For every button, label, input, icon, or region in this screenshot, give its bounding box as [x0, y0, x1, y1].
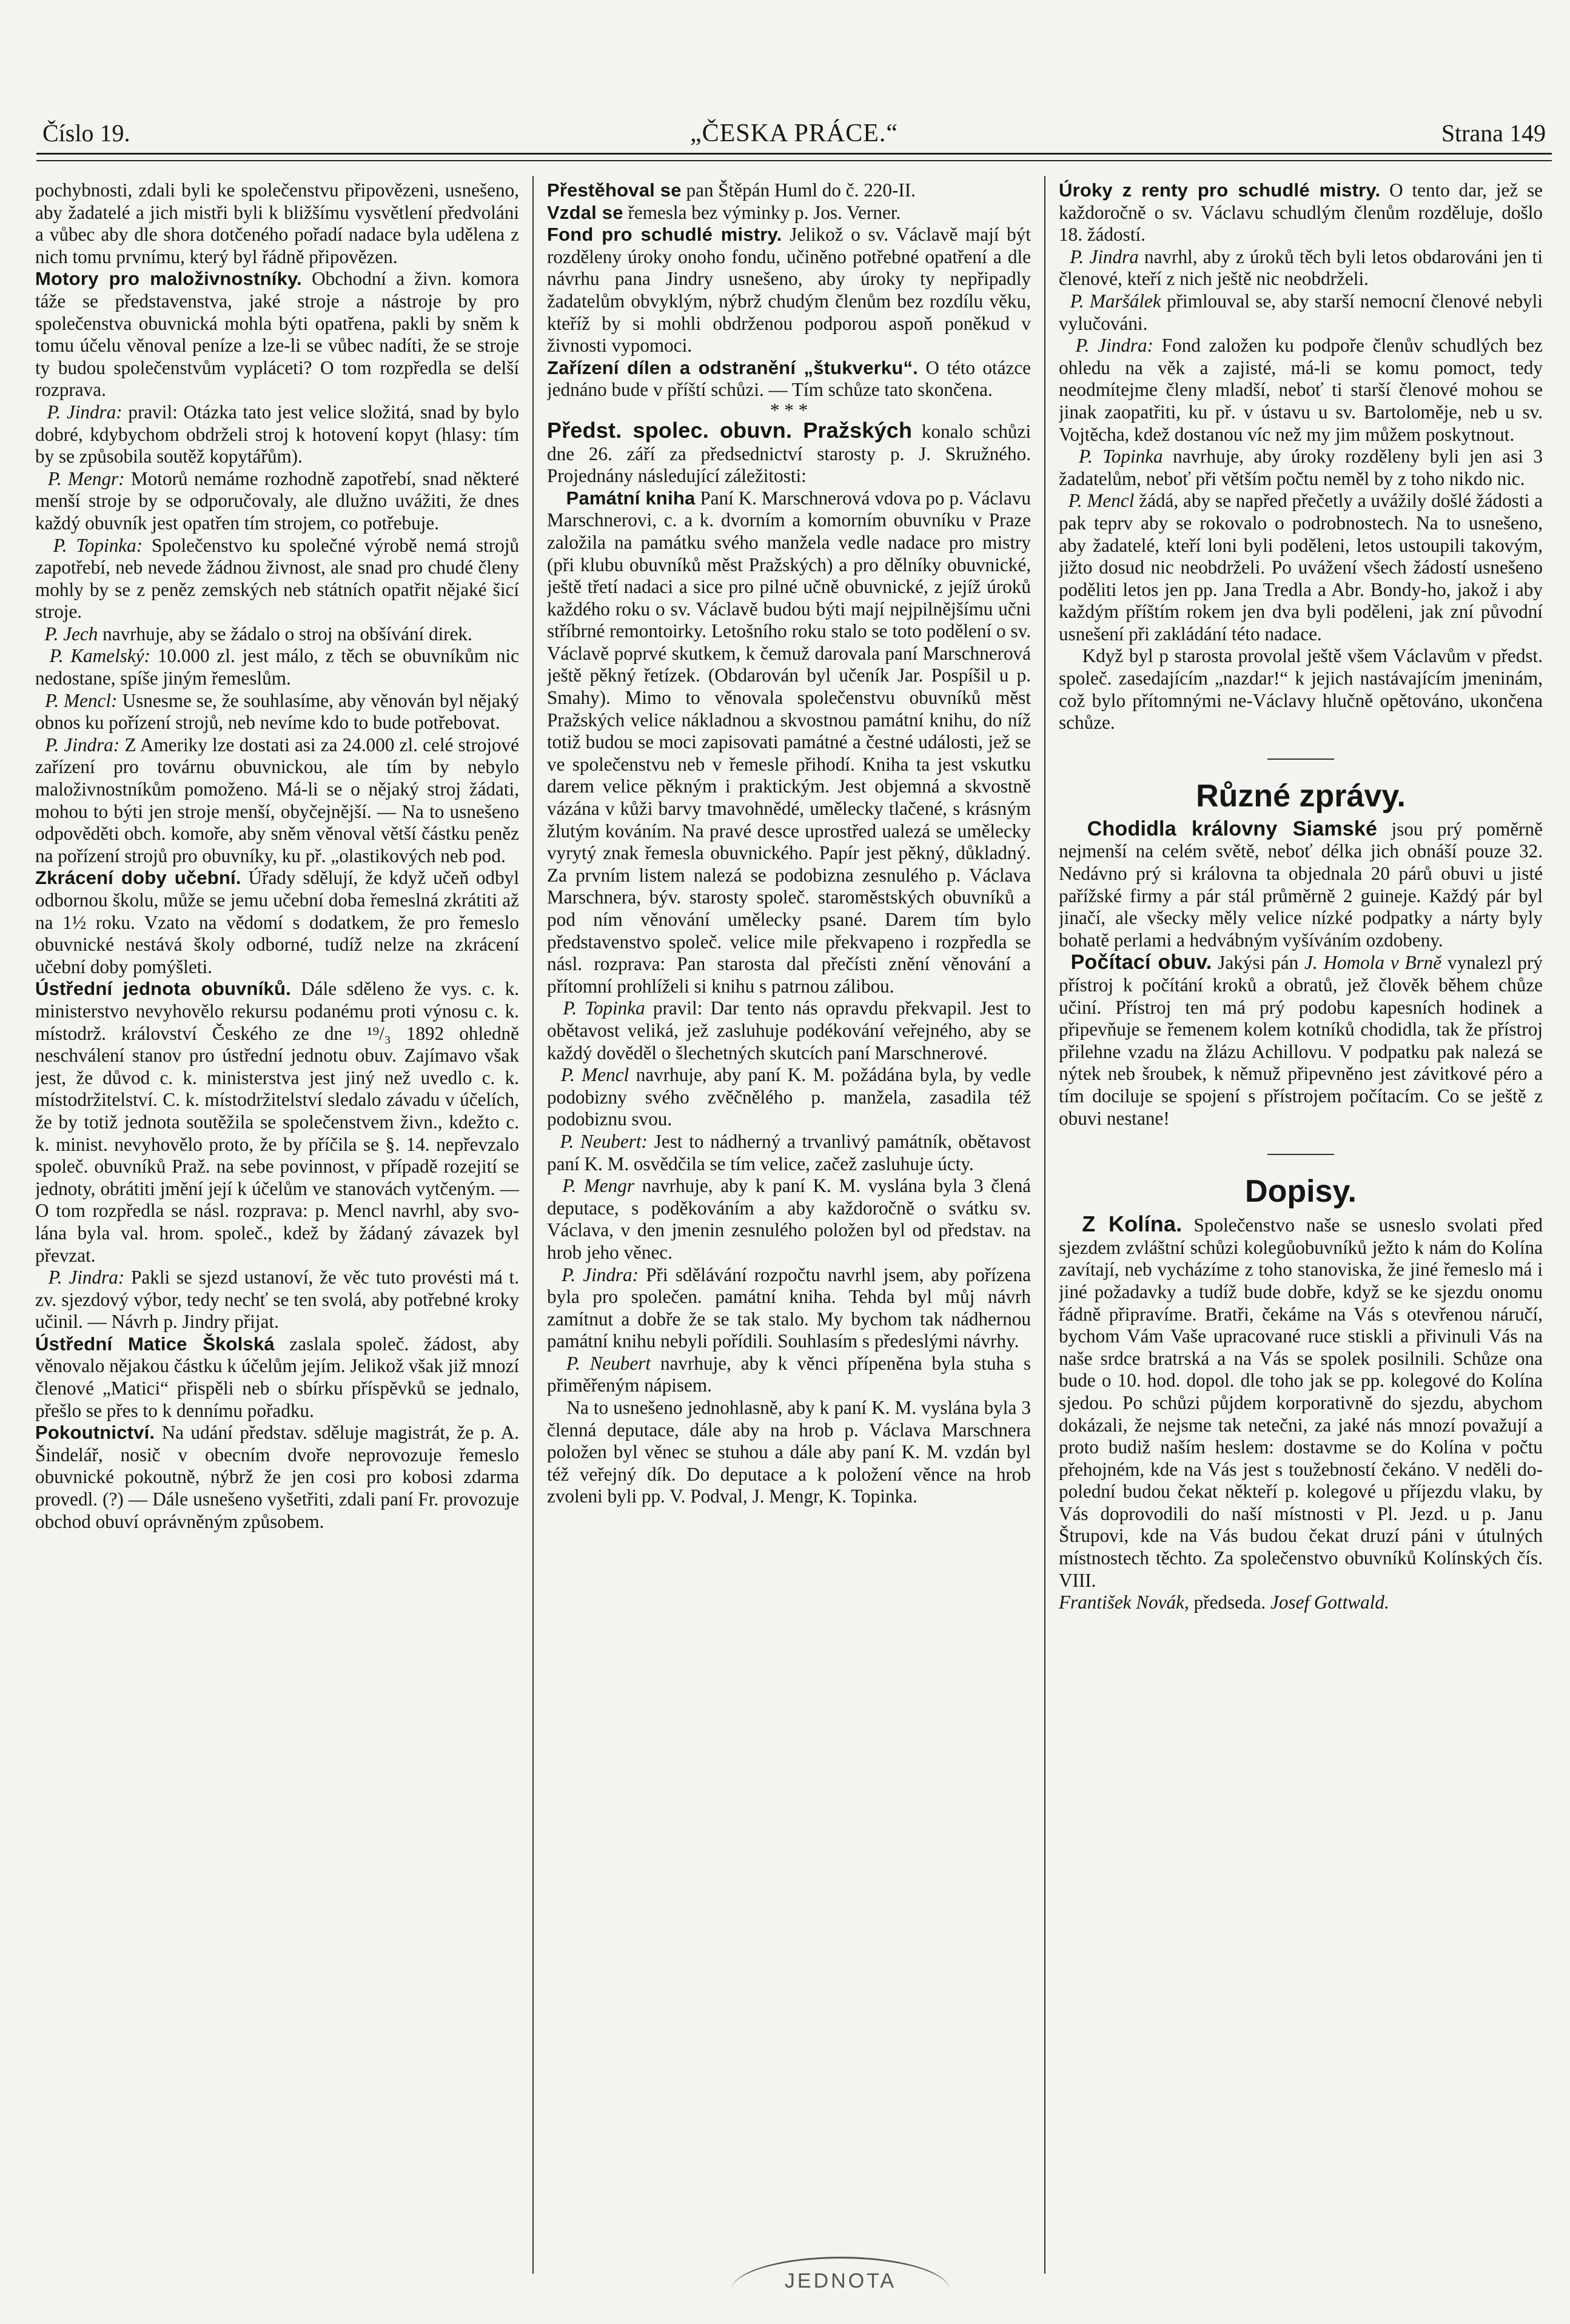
article-zkraceni: Zkrácení doby učební. Úřady sdělují, že když učeň odbyl odbornou školu, může se jemu učební doba řemeslná zkrátiti až na 1½ roku. Vzato na vědomí s dodatkem, že pro řemeslo obuvnické nestává školy odborné, tudíž nelze na zkrácení učební doby pomýšleti.: [35, 867, 519, 977]
article-heading: Zařízení dílen a odstranění „štukverku“.: [547, 357, 918, 378]
ornament-divider: [1267, 1154, 1334, 1155]
ornament-divider: [1267, 758, 1334, 760]
paragraph: P. Neubert: Jest to nádherný a trvanlivý památník, obětavost paní K. M. osvědčila se tím velice, začež zasluhuje úcty.: [547, 1130, 1031, 1174]
column-3: [1059, 179, 1543, 2265]
signature-line: František Novák, předseda. Josef Gottwald.: [1059, 1592, 1389, 1613]
article-heading: Přestěhoval se: [547, 179, 682, 201]
speaker: P. Mengr: [562, 1175, 634, 1197]
paragraph: Když byl p starosta provolal ještě všem Václavům v předst. společ. zasedajícím „nazdar!“ k jejich nastávajícím jmeninám, což bylo přítomnými ne-Václavy hlučně opětováno, ukončena schůze.: [1059, 645, 1543, 734]
section-heading: Různé zprávy.: [1196, 778, 1406, 814]
paragraph: P. Mencl žádá, aby se napřed přečetly a uvážily došlé žádosti a pak teprv aby se rokovalo o podrobnostech. Na to usnešeno, aby žadatelé, kteří loni byli poděleni, letos ustoupili takovým, jižto dosud nic neobdrželi. Po uvážení všech žádostí usnešeno poděliti letos jen pp. Jana Tredla a Abr. Bondy-ho, jakož i aby každým příštím rokem jen dva byli poděleni, jak zní původní usnešení při zakládání této nadace.: [1059, 490, 1543, 645]
speaker: P. Jindra:: [45, 734, 120, 755]
paragraph: P. Topinka pravil: Dar tento nás opravdu překvapil. Jest to obětavost veliká, jež zasluhuje podékování veřejného, aby se každý dověděl o šlechetných skutcích paní Marschnerové.: [547, 997, 1031, 1063]
article-heading: Chodidla královny Siamské: [1087, 817, 1378, 840]
newspaper-title: „ČESKA PRÁCE.“: [689, 119, 899, 147]
person-name: J. Homola v Brně: [1304, 952, 1442, 974]
article-vzdal: Vzdal se řemesla bez výminky p. Jos. Verner.: [547, 201, 901, 223]
speaker: P. Topinka: [1078, 446, 1163, 467]
speaker: P. Maršálek: [1070, 290, 1161, 312]
column-1: [35, 179, 519, 2265]
paragraph: P. Kamelský: 10.000 zl. jest málo, z těch se obuvníkům nic nedostane, spíše jiným řemeslům.: [35, 645, 519, 689]
speaker: P. Jindra: [1070, 246, 1139, 267]
signature: František Novák,: [1059, 1592, 1189, 1613]
paragraph: P. Neubert navrhuje, aby k věnci přípeněna byla stuha s přiměřeným nápisem.: [547, 1352, 1031, 1396]
article-heading: Předst. spolec. obuvn. Pražských: [547, 417, 913, 443]
article-uroky: Úroky z renty pro schudlé mistry. O tento dar, jež se každoročně o sv. Václavu schudlým členům rozděluje, došlo 18. žádostí.: [1059, 179, 1543, 246]
article-heading: Ústřední Matice Školská: [35, 1333, 275, 1355]
article-pokout: Pokoutnictví. Na udání představ. sděluje magistrát, že p. A. Šindelář, nosič v obecním dvoře neprovozuje řemeslo obuvnické pokoutně, nýbrž že jen cosi pro kobosi zdarma provedl. (?) — Dále usnešeno vyšetřiti, zdali paní Fr. provozuje obchod obuví oprávněným způsobem.: [35, 1422, 519, 1532]
paragraph: P. Jindra: Z Ameriky lze dostati asi za 24.000 zl. celé strojové zařízení pro továrnu obuvnickou, ale tím by nebylo maloživnostníkům pomoženo. Má-li se o nějaký stroj žádati, mohou to býti jen stroje menší, obyčejnější. — Na to usnešeno odpověděti obch. komoře, aby sněm věnoval větší částku peněz na pořízení strojů pro obuvníky, ku př. „olastikových neb pod.: [35, 734, 519, 866]
article-heading: Ústřední jednota obuvníků.: [35, 978, 291, 1000]
speaker: P. Mengr:: [47, 467, 125, 489]
paragraph: P. Jindra: Pakli se sjezd ustanoví, že věc tuto provésti má t. zv. sjezdový výbor, tedy nechť se ten svolá, aby potřebné kroky učinil. — Návrh p. Jindry přijat.: [35, 1267, 519, 1333]
paragraph: P. Jech navrhuje, aby se žádalo o stroj na obšívání direk.: [44, 623, 472, 645]
paragraph: P. Jindra: Při sdělávání rozpočtu navrhl jsem, aby pořízena byla pro společen. památní kniha. Tehda byl můj návrh zamítnut a dobře že se tak stalo. My bychom tak nádhernou památní knihu nebyli pořídili. Souhlasím s předeslými návrhy.: [547, 1264, 1031, 1352]
speaker: P. Jindra:: [562, 1264, 639, 1285]
section-stars: * * *: [770, 399, 808, 421]
article-motory: Motory pro maloživnostníky. Obchodní a živn. komora táže se představenstva, jaké stroje a nástroje by pro společenstva obuvnická mohla býti opatřena, pakli by sněm k tomu účelu věnoval peníze a lze-li se vůbec nadíti, že se stroje ty budou společenstvům vypláceti? O tom rozpředla se delší rozprava.: [35, 268, 519, 401]
speaker: P. Jech: [44, 623, 98, 645]
article-heading: Zkrácení doby učební.: [35, 867, 241, 889]
article-heading: Úroky z renty pro schudlé mistry.: [1059, 179, 1381, 201]
speaker: P. Topinka: [563, 997, 645, 1019]
article-heading: Vzdal se: [547, 201, 623, 223]
paragraph: pochybnosti, zdali byli ke společenstvu připovězeni, usnešeno, aby žadatelé a jich mistři byli k bližšímu vysvětlení předvoláni a vůbec aby dle shora dotčeného pořadí nadace byla udělena z nich tomu prvnímu, který byl řádně připovězen.: [35, 179, 519, 267]
column-divider: [1044, 176, 1045, 2274]
issue-number: Číslo 19.: [42, 119, 130, 147]
page-number: Strana 149: [1441, 119, 1546, 147]
paragraph: P. Topinka navrhuje, aby úroky rozděleny byli jen asi 3 žadatelům, neboť při větším počtu neměl by z toho nikdo nic.: [1059, 446, 1543, 489]
signature: Josef Gottwald.: [1270, 1592, 1389, 1613]
article-pocitaci: Počítací obuv. Jakýsi pán J. Homola v Brně vynalezl prý přístroj k počítání kroků a obratů, jež člověk během chůze učiní. Přístroj ten má prý podobu kapesních hodinek a připevňuje se řemenem kolem kotníků chodidla, tak že přístroj přilehne vzadu na žlázu Achillovu. V podpatku pak nalezá se nýtek neb šroubek, k němuž připevněno jest závitkové péro a tím dociluje se spojení s přístrojem počítacím. Co se ještě z obuvi nestane!: [1059, 951, 1543, 1129]
speaker: P. Jindra:: [48, 1267, 125, 1288]
article-prestehoval: Přestěhoval se pan Štěpán Huml do č. 220-II.: [547, 179, 916, 201]
article-matice: Ústřední Matice Školská zaslala společ. žádost, aby věnovalo nějakou částku k účelům jejím. Jelikož však již mnozí členové „Matici“ přispěli neb o sbírku příspěvků se jednalo, přešlo se přes to k dennímu pořadku.: [35, 1333, 519, 1421]
article-predst: Předst. spolec. obuvn. Pražských konalo schůzi dne 26. září za předsednictví starosty p. J. Skružného. Projednány následující záležitosti:: [547, 417, 1031, 487]
paragraph: P. Jindra: pravil: Otázka tato jest velice složitá, snad by bylo dobré, kdybychom obdrželi stroj k hotovení kopyt (hlasy: tím by se způsobila soutěž kopytářům).: [35, 401, 519, 467]
article-heading: Památní kniha: [566, 487, 696, 509]
column-divider: [532, 176, 534, 2274]
article-fond: Fond pro schudlé mistry. Jelikož o sv. Václavě mají být rozděleny úroky onoho fondu, učiněno potřebné opatření a dle návrhu pana Jindry usnešeno, aby úroky ty nepřipadly žadatelům obvyklým, nýbrž chudým členům bez rozdílu věku, kteříž by si mohli obdrženou podporou aspoň poněkud v živnosti vypomoci.: [547, 224, 1031, 357]
paragraph: Na to usnešeno jednohlasně, aby k paní K. M. vyslána byla 3 členná deputace, dále aby na hrob p. Václava Marschnera položen byl věnec se stuhou a dále aby paní K. M. vzdán byl též veřejný dík. Do deputace a k položení věnce na hrob zvoleni byli pp. V. Podval, J. Mengr, K. Topinka.: [547, 1397, 1031, 1507]
article-pamatni-kniha: Památní kniha Paní K. Marschnerová vdova po p. Václavu Marschnerovi, c. a k. dvorním a komorním obuvníku v Praze založila na památku svého manžela vedle nadace pro mistry (při klubu obuvníků měst Pražských) a pro dělníky obuvnické, ještě třetí nadaci a sice pro pilné učně obuvnické, z jejíž úroků každého roku o sv. Václavě budou býti mají nejpilnějšímu učni stříbrné remontoirky. Letošního roku stalo se toto podělení o sv. Václavě poprvé skutkem, k čemuž darovala paní Marschnerová ještě pěkný řetízek. (Obdarován byl učeník Jar. Pospíšil u p. Smahy). Mimo to věnovala společenstvu obuvníků měst Pražských velice nákladnou a skvostnou památní knihu, do níž totiž budou se moci zapisovati památné a čestné události, jež se ve společenstvu neb v řemesle přihodí. Kniha ta jest vskutku darem velice pěkným i praktickým. Jest objemná a skvostně vázána v kůži barvy tmavohnědé, umělecky tlačené, s krásným žlutým kováním. Na pravé desce uprostřed ualezá se umělecky vyrytý znak řemesla obuvnického. Papír jest pěkný, důkladný. Za prvním listem nalezá se podobizna zesnulého p. Václava Marschnera, býv. starosty společ. staroměstských obuvníků a pod ním věnování umělecky psané. Darem tím bylo představenstvo společ. velice mile překvapeno i rozpředla se násl. rozprava: Pan starosta dal přečísti znění věnování a přítomní prohlíželi si knihu s patrnou zálibou.: [547, 487, 1031, 997]
paragraph: P. Mengr: Motorů nemáme rozhodně zapotřebí, snad některé menší stroje by se odporučovaly, ale dlužno uvážiti, že dnes každý obuvník jest opatřen tím strojem, co potřebuje.: [35, 467, 519, 534]
article-heading: Motory pro maloživnostníky.: [35, 268, 302, 290]
speaker: P. Mencl: [1068, 490, 1135, 512]
article-heading: Z Kolína.: [1082, 1211, 1183, 1237]
paragraph: P. Topinka: Společenstvo ku společné výrobě nemá strojů zapotřebí, neb nevede žádnou živnost, ale snad pro chudé členy mohly by se z peněz zemských neb státních opatřit nějaké šicí stroje.: [35, 534, 519, 623]
page-header: [42, 119, 1546, 155]
article-heading: Fond pro schudlé mistry.: [547, 224, 782, 246]
column-2: [547, 179, 1031, 2265]
article-heading: Počítací obuv.: [1070, 951, 1212, 974]
speaker: P. Neubert:: [560, 1130, 648, 1152]
article-chodidla: Chodidla královny Siamské jsou prý poměrně nejmenší na celém světě, neboť délka jich obnáší pouze 32. Nedávno prý si královna ta objednala 20 párů obuvi u jisté pařížské firmy a pár stál průměrně 2 guineje. Každý pár byl jinačí, ale všecky měly velice nízké podpatky a nárty byly bohatě perlami a hedvábným vyšíváním ozdobeny.: [1059, 817, 1543, 951]
speaker: P. Mencl: [560, 1064, 629, 1086]
paragraph: P. Mencl navrhuje, aby paní K. M. požádána byla, by vedle podobizny svého zvěčnělého p. manžela, zasadila též podobiznu svou.: [547, 1064, 1031, 1130]
article-ustredni: Ústřední jednota obuvníků. Dále sděleno že vys. c. k. ministerstvo nevyhovělo rekursu podanému proti výnosu c. k. místodrž. království Českého ze dne ¹⁹/₃ 1892 ohledně neschválení stanov pro ústřední jednotu obuv. Zajímavo však jest, že důvod c. k. ministerstva jest jiný než uvedlo c. k. místodržitelství. C. k. místodržitelství sledalo závadu v účelích, že by totiž jednota soutěžila se společenstvem živn., kdežto c. k. minist. nevyhovělo proto, že by příčila se §. 14. nepřevzalo společ. obuvníků Praž. na sebe povinnost, v případě rozejití se jednoty, obrátiti jmění její k účelům ve stanovách vytčeným. — O tom rozpředla se násl. rozprava: p. Mencl navrhl, aby svolána byla val. hrom. společ., kdež by žádaný závazek byl převzat.: [35, 978, 519, 1266]
library-stamp: JEDNOTA: [731, 2257, 950, 2324]
paragraph: P. Jindra navrhl, aby z úroků těch byli letos obdarováni jen ti členové, kteří z nich ještě nic neobdrželi.: [1059, 246, 1543, 290]
header-rule: [36, 153, 1552, 155]
section-heading: Dopisy.: [1245, 1174, 1357, 1210]
speaker: P. Kamelský:: [49, 645, 150, 667]
article-zarizeni: Zařízení dílen a odstranění „štukverku“. O této otázce jednáno bude v příští schůzi. — Tím schůze tato skončena.: [547, 357, 1031, 401]
paragraph: P. Maršálek přimlouval se, aby starší nemocní členové nebyli vylučováni.: [1059, 290, 1543, 334]
article-heading: Pokoutnictví.: [35, 1422, 155, 1444]
speaker: P. Topinka:: [53, 534, 143, 556]
paragraph: P. Mencl: Usnesme se, že souhlasíme, aby věnován byl nějaký obnos ku pořízení strojů, neb nevíme kdo to bude potřebovat.: [35, 689, 519, 734]
paragraph: P. Mengr navrhuje, aby k paní K. M. vyslána byla 3 člená deputace, s poděkováním a aby každoročně o svátku sv. Václava, v den jmenin zesnulého položen byl od představ. na hrob jeho věnec.: [547, 1175, 1031, 1263]
paragraph: P. Jindra: Fond založen ku podpoře členův schudlých bez ohledu na věk a zajisté, má-li se komu pomoct, tedy neodmítejme členy mladší, neboť ti starší členové mohou se jinak zaopatřiti, ku př. v ústavu u sv. Bartoloměje, neb u sv. Vojtěcha, kdež dostanou víc než my jim můžem poskytnout.: [1059, 335, 1543, 445]
speaker: P. Jindra:: [47, 401, 122, 423]
header-rule-thin: [36, 160, 1552, 161]
speaker: P. Neubert: [566, 1352, 651, 1374]
speaker: P. Mencl:: [45, 689, 118, 711]
article-kolin: Z Kolína. Společenstvo naše se usneslo svolati před sjezdem zvláštní schůzi kolegůobuvníků ježto k nám do Kolína zavítají, neb vycházíme z toho stanoviska, že jiné řemeslo má i jiné požadavky a tudíž bude dobře, když se ke sjezdu onomu řádně připravíme. Bratři, čekáme na Vás s otevřenou náručí, bychom Vám Vaše upracované ruce stiskli a přivinuli Vás na naše srdce bratrská a na Vás se spolek posilnili. Schůze ona bude o 10. hod. dopol. dle toho jak se pp. kolegové do Kolína sjedou. Po schůzi půjdem korporativně do sjezdu, abychom dokázali, že nejsme tak netečni, za jaké nás mnozí považují a proto budiž naším heslem: dostavme se do Kolína v počtu přehojném, kde na Vás jest s toužebností čekáno. V neděli dopolední budou čekat někteří p. kolegové u příjezdu vlaku, by Vás doprovodili do naší místnosti v Pl. Jezd. u p. Janu Štrupovi, kde na Vás budou čekat druzí páni v útulných místnostech těchto. Za společenstvo obuvníků Kolínských čís. VIII.: [1059, 1211, 1543, 1591]
speaker: P. Jindra:: [1075, 335, 1153, 357]
